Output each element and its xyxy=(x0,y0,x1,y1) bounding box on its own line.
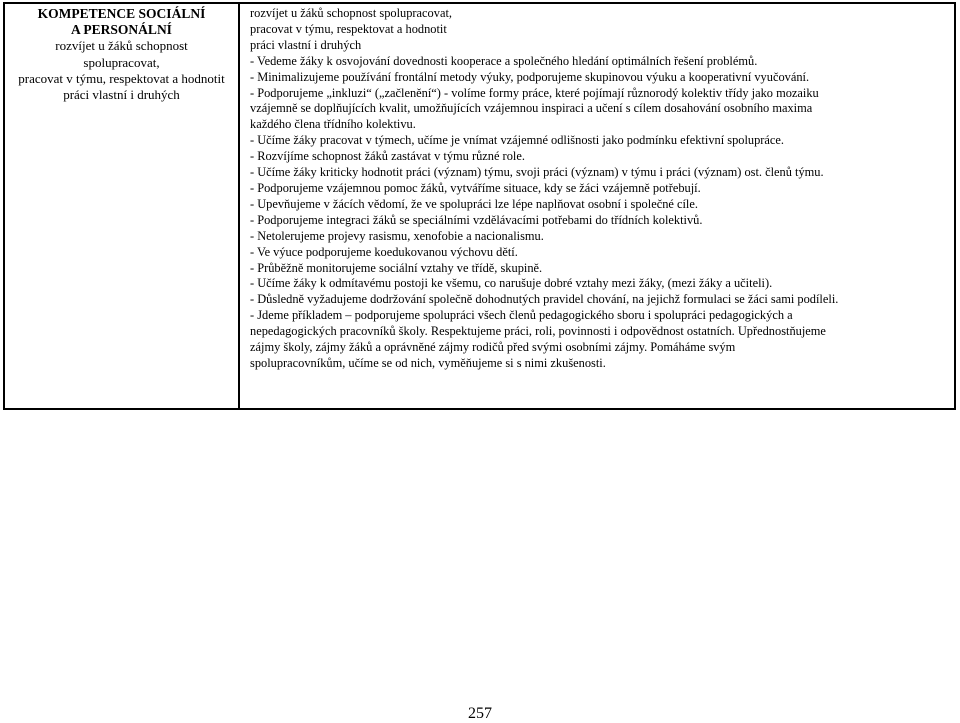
competence-title-line-1: KOMPETENCE SOCIÁLNÍ xyxy=(37,6,206,21)
strategy-line: - Podporujeme „inkluzi“ („začlenění“) - volíme formy práce, které pojímají různorodý kolektiv třídy jako mozaiku xyxy=(250,85,819,100)
strategy-line: rozvíjet u žáků schopnost spolupracovat, xyxy=(250,6,452,20)
strategy-line: pracovat v týmu, respektovat a hodnotit xyxy=(250,21,447,36)
competence-description-line: rozvíjet u žáků schopnost xyxy=(55,38,188,54)
strategy-line: - Ve výuce podporujeme koedukovanou výchovu dětí. xyxy=(250,244,518,259)
strategies-cell xyxy=(240,4,954,408)
strategy-line: - Učíme žáky k odmítavému postoji ke všemu, co narušuje dobré vztahy mezi žáky, (mezi žáky a učiteli). xyxy=(250,276,773,291)
strategy-line: vzájemně se doplňujících kvalit, umožňujících vzájemnou inspiraci a učení s cílem dosahování osobního maxima xyxy=(250,101,813,116)
strategy-line: - Netolerujeme projevy rasismu, xenofobie a nacionalismu. xyxy=(250,228,544,243)
competence-description-line: práci vlastní i druhých xyxy=(63,87,180,103)
strategy-line: spolupracovníkům, učíme se od nich, vyměňujeme si s nimi zkušenosti. xyxy=(250,355,606,370)
competence-table xyxy=(3,2,956,410)
strategy-line: - Průběžně monitorujeme sociální vztahy ve třídě, skupině. xyxy=(250,260,543,275)
strategy-line: - Podporujeme integraci žáků se speciálními vzdělávacími potřebami do třídních kolektivů. xyxy=(250,212,703,227)
strategy-line: - Učíme žáky pracovat v týmech, učíme je vnímat vzájemné odlišnosti jako podmínku efektivní spolupráce. xyxy=(250,133,785,148)
strategy-line: každého člena třídního kolektivu. xyxy=(250,117,416,132)
competence-title-line-2: A PERSONÁLNÍ xyxy=(71,22,172,38)
strategy-line: - Vedeme žáky k osvojování dovednosti kooperace a společného hledání optimálních řešení problémů. xyxy=(250,53,758,68)
competence-description-line: spolupracovat, xyxy=(83,54,160,70)
competence-name-cell xyxy=(5,4,240,408)
strategy-line: - Jdeme příkladem – podporujeme spolupráci všech členů pedagogického sboru i spolupráci pedagogických a xyxy=(250,308,793,323)
strategy-line: zájmy školy, zájmy žáků a oprávněné zájmy rodičů před svými osobními zájmy. Pomáháme svým xyxy=(250,340,736,355)
strategy-line: - Podporujeme vzájemnou pomoc žáků, vytváříme situace, kdy se žáci vzájemně potřebují. xyxy=(250,180,701,195)
strategy-line: práci vlastní i druhých xyxy=(250,37,362,52)
strategy-line: - Upevňujeme v žácích vědomí, že ve spolupráci lze lépe naplňovat osobní i společné cíle. xyxy=(250,196,698,211)
page-number: 257 xyxy=(468,705,492,722)
strategy-line: - Důsledně vyžadujeme dodržování společně dohodnutých pravidel chování, na jejichž formulaci se žáci sami podíleli. xyxy=(250,292,839,307)
strategy-line: nepedagogických pracovníků školy. Respektujeme práci, roli, povinnosti i odpovědnost ostatních. Upřednostňujeme xyxy=(250,324,826,339)
competence-description-line: pracovat v týmu, respektovat a hodnotit xyxy=(18,70,225,86)
strategy-line: - Učíme žáky kriticky hodnotit práci (význam) týmu, svoji práci (význam) v týmu i práci (význam) ost. členů týmu. xyxy=(250,165,824,180)
strategy-line: - Rozvíjíme schopnost žáků zastávat v týmu různé role. xyxy=(250,149,525,164)
strategy-line: - Minimalizujeme používání frontální metody výuky, podporujeme skupinovou výuku a kooperativní vyučování. xyxy=(250,69,810,84)
